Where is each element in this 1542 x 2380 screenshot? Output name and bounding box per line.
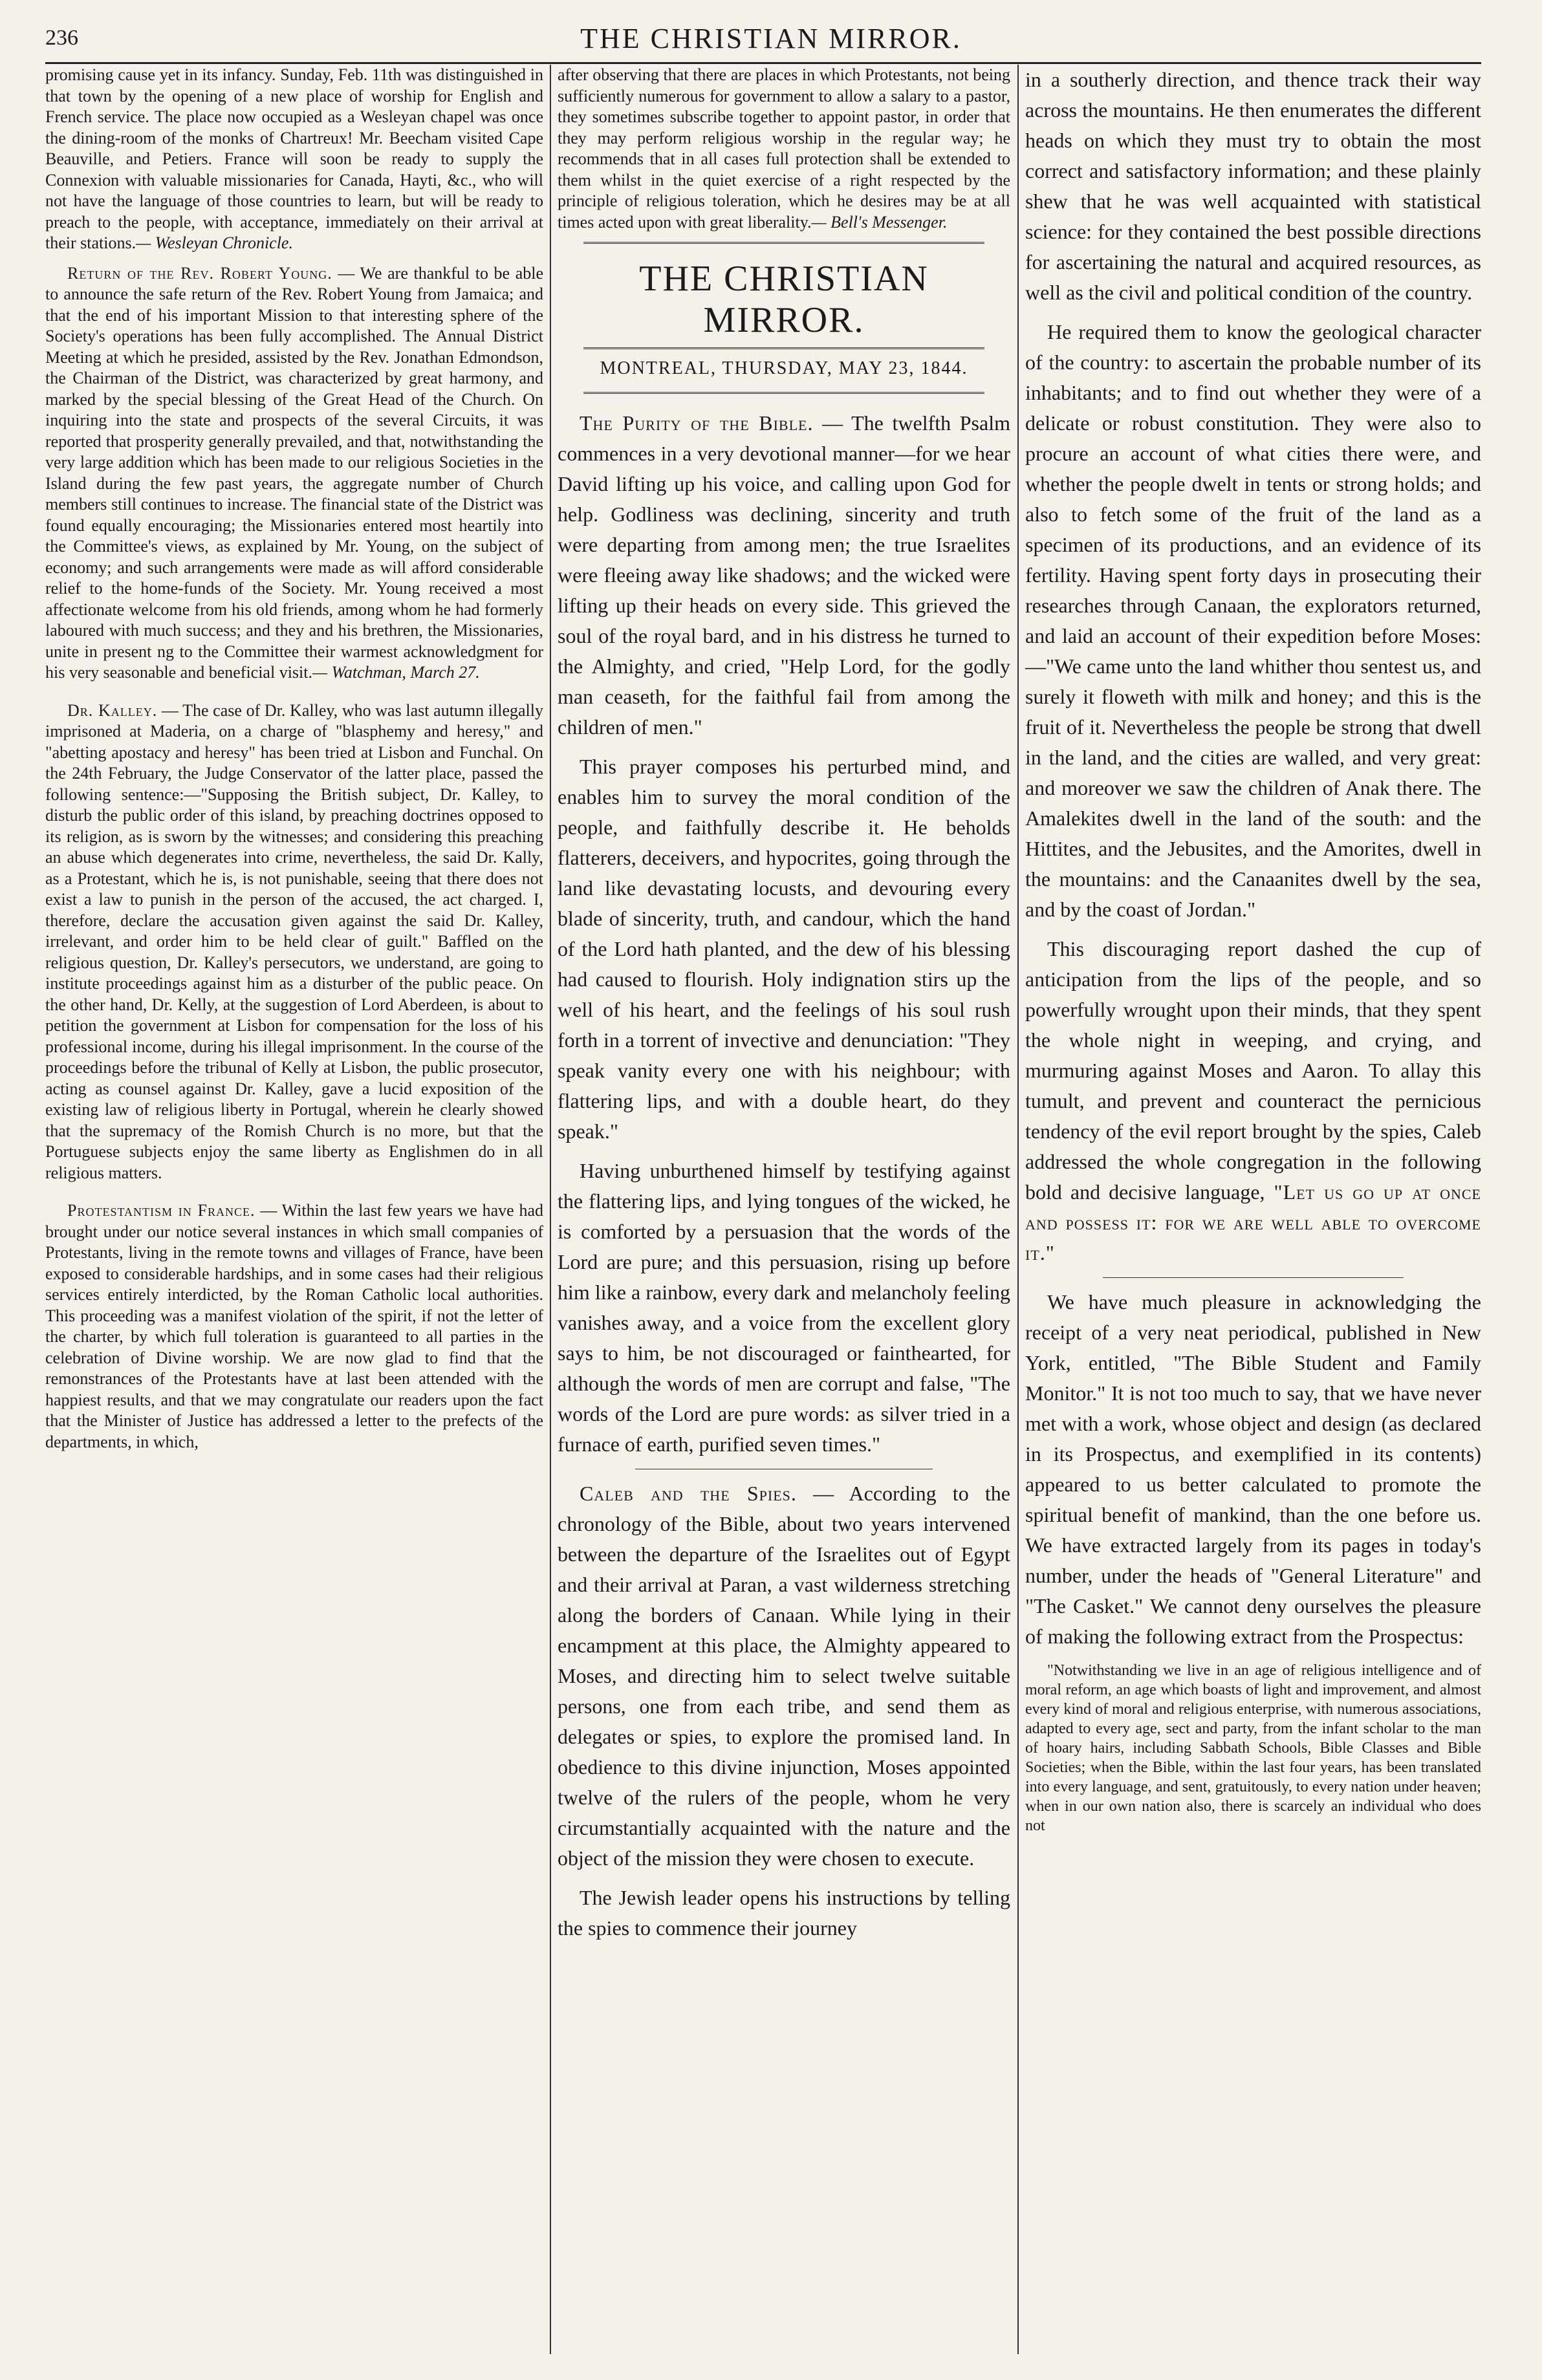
page-number: 236	[45, 26, 78, 50]
caleb-quote: "Let us go up at once and possess it: for we are well able to overcome it."	[1025, 1180, 1481, 1264]
article-robert-young: Return of the Rev. Robert Young. — We are thankful to be able to announce the safe return of the Rev. Robert Young from Jamaica; and that the end of his important Mission to that interesting sphere of the Society's operations has been fully accomplished. The Annual District Meeting at which he presided, assisted by the Rev. Jonathan Edmondson, the Chairman of the District, was characterized by great harmony, and marked by the special blessing of the Great Head of the Church. On inquiring into the state and prospects of the several Circuits, it was reported that prosperity generally prevailed, and that, notwithstanding the very large addition which has been made to our religious Societies in the Island during the few past years, the aggregate number of Church members still continues to increase. The financial state of the District was found equally encouraging; the Missionaries entered most heartily into the Committee's views, as explained by Mr. Young, on the subject of economy; and such arrangements were made as will afford considerable relief to the home-funds of the Society. Mr. Young received a most affectionate welcome from his old friends, among whom he had formerly laboured with much success; and they and his brethren, the Missionaries, unite in present ng to the Committee their warmest acknowledgment for his very seasonable and beneficial visit.— Watchman, March 27.	[45, 263, 543, 682]
dateline: MONTREAL, THURSDAY, MAY 23, 1844.	[600, 358, 968, 378]
article-caleb-spies: Caleb and the Spies. — According to the chronology of the Bible, about two years intervened between the departure of the Israelites out of Egypt and their arrival at Paran, a vast wilderness stretching along the borders of Canaan. While lying in their encampment at this place, the Almighty appeared to Moses, and directing him to select twelve suitable persons, one from each tribe, and send them as delegates or spies, to explore the promised land. In obedience to this divine injunction, Moses appointed twelve of the rulers of the people, whom he very circumstantially acquainted with the nature and the object of the mission they were chosen to execute.	[558, 1482, 1010, 1870]
running-head: THE CHRISTIAN MIRROR.	[580, 23, 962, 54]
article-paragraph: Having unburthened himself by testifying against the flattering lips, and lying tongues of the wicked, he is comforted by a persuasion that the words of the Lord are pure; and this persuasion, rising up before him like a rainbow, every dark and melancholy feeling vanishes away, and a voice from the excellent glory says to him, be not discouraged or fainthearted, for although the words of men are corrupt and false, "The words of the Lord are pure words: as silver tried in a furnace of earth, purified seven times."	[558, 1159, 1010, 1456]
article-heading: Caleb and the Spies.	[580, 1482, 797, 1505]
article-continued: after observing that there are places in which Protestants, not being sufficiently numerous for government to allow a salary to a pastor, they sometimes subscribe together to appoint pastor, in order that they may perform religious worship in the regular way; he recommends that in all cases full protection shall be extended to them whilst in the quiet exercise of a right respected by the principle of religious toleration, which he desires may be at all times acted upon with great liberality.— Bell's Messenger.	[558, 65, 1010, 232]
article-paragraph: He required them to know the geological character of the country: to ascertain the probable number of its inhabitants; and to find out whether they were of a delicate or robust constitution. They were also to procure an account of what cities there were, and whether the people dwelt in tents or strong holds; and also to fetch some of the fruit of the land as a specimen of its productions, and an evidence of its fertility. Having spent forty days in prosecuting their researches through Canaan, the explorators returned, and laid an account of their expedition before Moses:—"We came unto the land whither thou sentest us, and surely it floweth with milk and honey; and this is the fruit of it. Nevertheless the people be strong that dwell in the land, and the cities are walled, and very great: and moreover we saw the children of Anak there. The Amalekites dwell in the land of the south: and the Hittites, and the Jebusites, and the Amorites, dwell in the mountains: and the Canaanites dwell by the sea, and by the coast of Jordan."	[1025, 320, 1481, 921]
article-paragraph: in a southerly direction, and thence track their way across the mountains. He then enumerates the different heads on which they must try to obtain the most correct and satisfactory information; and these plainly shew that he was well acquainted with statistical science: for they contained the best possible directions for ascertaining the natural and acquired resources, as well as the civil and political condition of the country.	[1025, 68, 1481, 304]
article-heading: Dr. Kalley.	[67, 700, 158, 720]
article-heading: Protestantism in France.	[67, 1201, 255, 1220]
article-paragraph: The Jewish leader opens his instructions by telling the spies to commence their journey	[558, 1886, 1010, 1940]
article-heading: Return of the Rev. Robert Young.	[67, 263, 332, 283]
article-paragraph: This discouraging report dashed the cup of anticipation from the lips of the people, and so powerfully wrought upon their minds, that they spent the whole night in weeping, and crying, and murmuring against Moses and Aaron. To allay this tumult, and prevent and counteract the pernicious tendency of the evil report brought by the spies, Caleb addressed the whole congregation in the following bold and decisive language, "Let us go up at once and possess it: for we are well able to overcome it."	[1025, 937, 1481, 1264]
header-rule	[45, 62, 1481, 64]
article-purity-bible: The Purity of the Bible. — The twelfth Psalm commences in a very devotional manner—for we hear David lifting up his voice, and calling upon God for help. Godliness was declining, sincerity and truth were departing from among men; the true Israelites were fleeing away like shadows; and the wicked were lifting up their heads on every side. This grieved the soul of the royal bard, and in his distress he turned to the Almighty, and cried, "Help Lord, for the godly man ceaseth, for the faithful fail from among the children of men."	[558, 411, 1010, 739]
article-protestantism-france: Protestantism in France. — Within the last few years we have had brought under our notice several instances in which small companies of Protestants, living in the remote towns and villages of France, have been exposed to considerable hardships, and in some cases had their religious services entirely interdicted, by the Roman Catholic local authorities. This proceeding was a manifest violation of the spirit, if not the letter of the charter, by which full toleration is guaranteed to all parties in the celebration of Divine worship. We are now glad to find that the remonstrances of the Protestants have at last been attended with the happiest results, and that we may congratulate our readers upon the fact that the Minister of Justice has addressed a letter to the prefects of the departments, in which,	[45, 1201, 543, 1451]
section-rule	[1103, 1277, 1404, 1278]
column-divider-2	[1017, 65, 1019, 2354]
column-divider-1	[550, 65, 551, 2354]
article-paragraph: This prayer composes his perturbed mind, and enables him to survey the moral condition of the people, and faithfully describe it. He beholds flatterers, deceivers, and hypocrites, going through the land like devastating locusts, and devouring every blade of sincerity, truth, and candour, which the hand of the Lord hath planted, and the dew of his blessing had caused to flourish. Holy indignation stirs up the well of his heart, and the feelings of his soul rush forth in a torrent of invective and denunciation: "They speak vanity every one with his neighbour; with flattering lips, and with a double heart, do they speak."	[558, 755, 1010, 1143]
dateline-rule	[583, 392, 984, 394]
prospectus-extract: "Notwithstanding we live in an age of religious intelligence and of moral reform, an age which boasts of light and improvement, and almost every kind of moral and religious enterprise, with numerous associations, adapted to every age, sect and party, from the infant scholar to the man of hoary hairs, including Sabbath Schools, Bible Classes and Bible Societies; when the Bible, within the last four years, has been translated into every language, and sent, gratuitously, to every nation under heaven; when in our own nation also, there is scarcely an individual who does not	[1025, 1662, 1481, 1834]
title-rule	[583, 347, 984, 349]
column-1	[45, 65, 543, 1462]
column-3	[1025, 65, 1481, 1844]
editorial-title: THE CHRISTIAN MIRROR.	[639, 259, 929, 340]
column-2	[558, 65, 1010, 1953]
article-heading: The Purity of the Bible.	[580, 411, 814, 435]
separator-rule	[583, 242, 984, 244]
article-wesleyan: promising cause yet in its infancy. Sunday, Feb. 11th was distinguished in that town by the opening of a new place of worship for English and French service. The place now occupied as a Wesleyan chapel was once the dining-room of the monks of Chartreux! Mr. Beecham visited Cape Beauville, and Petiers. France will soon be ready to supply the Connexion with valuable missionaries for Canada, Hayti, &c., who will not have the language of those countries to learn, but will be ready to preach to the people, with acceptance, immediately on their arrival at their stations.— Wesleyan Chronicle.	[45, 65, 543, 252]
article-bible-student: We have much pleasure in acknowledging the receipt of a very neat periodical, published in New York, entitled, "The Bible Student and Family Monitor." It is not too much to say, that we have never met with a work, whose object and design (as declared in its Prospectus, and exemplified in its contents) appeared to us better calculated to promote the spiritual benefit of mankind, than the one before us. We have extracted largely from its pages in today's number, under the heads of "General Literature" and "The Casket." We cannot deny ourselves the pleasure of making the following extract from the Prospectus:	[1025, 1290, 1481, 1648]
article-dr-kalley: Dr. Kalley. — The case of Dr. Kalley, who was last autumn illegally imprisoned at Maderia, on a charge of "blasphemy and heresy," and "abetting apostacy and heresy" has been tried at Lisbon and Funchal. On the 24th February, the Judge Conservator of the latter place, passed the following sentence:—"Supposing the British subject, Dr. Kalley, to disturb the public order of this island, by preaching doctrines opposed to its religion, as is sworn by the witnesses; and considering this preaching an abuse which degenerates into crime, nevertheless, the said Dr. Kally, as a Protestant, which he is, is not punishable, seeing that there does not exist a law to punish in the person of the accused, the act charged. I, therefore, declare the accusation given against the said Dr. Kalley, irrelevant, and order him to be held clear of guilt." Baffled on the religious question, Dr. Kalley's persecutors, we understand, are going to institute proceedings against him as a disturber of the public peace. On the other hand, Dr. Kelly, at the suggestion of Lord Aberdeen, is about to petition the government at Lisbon for compensation for the loss of his professional income, during his illegal imprisonment. In the course of the proceedings before the tribunal of Kelly at Lisbon, the public prosecutor, acting as counsel against Dr. Kalley, gave a lucid exposition of the existing law of religious liberty in Portugal, wherein he clearly showed that the supremacy of the Romish Church is no more, but that the Portuguese subjects enjoy the same liberty as Englishmen do in all religious matters.	[45, 700, 544, 1182]
